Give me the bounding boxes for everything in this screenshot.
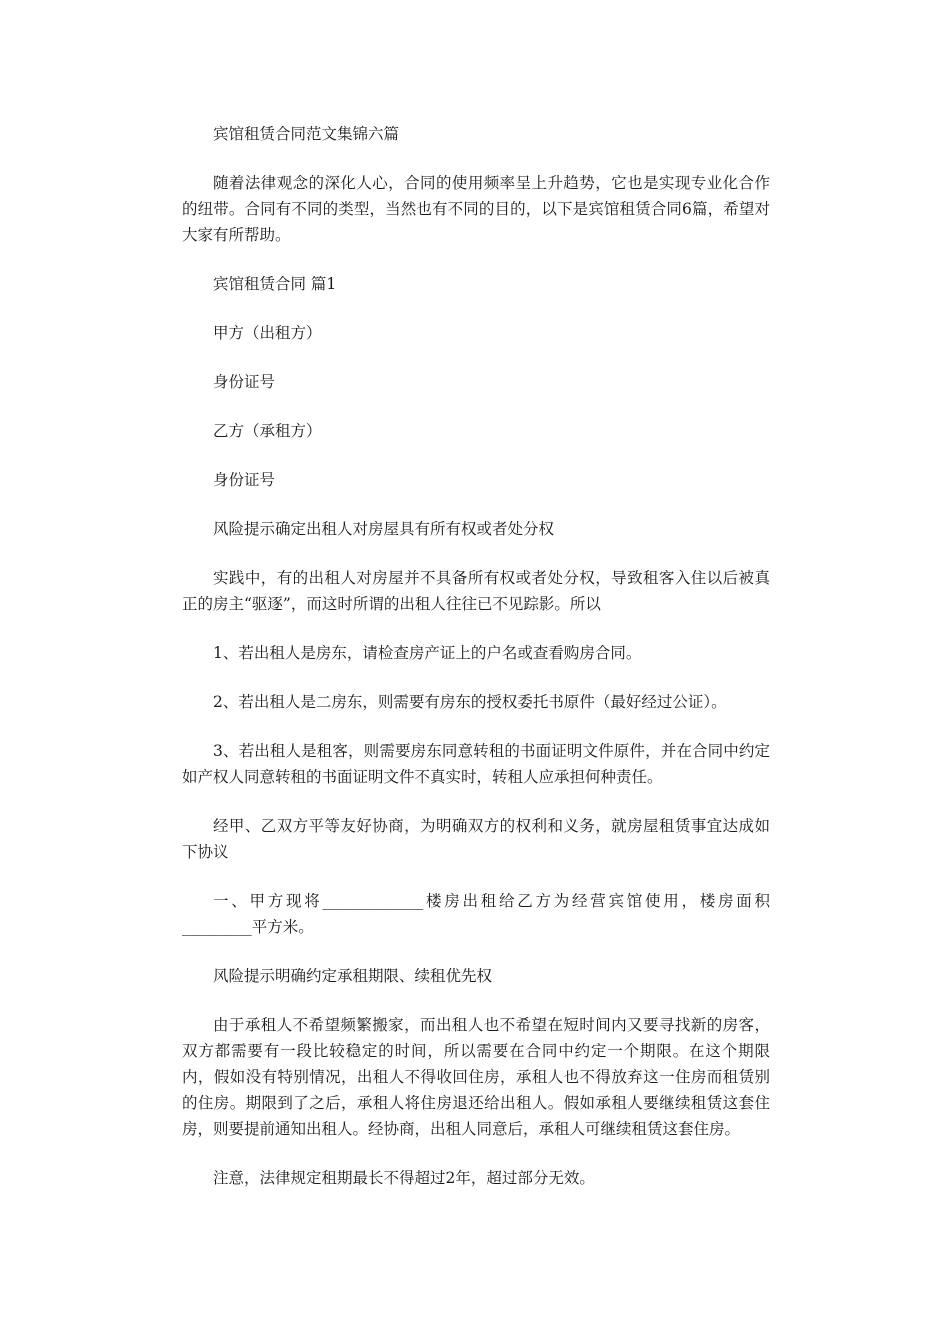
document-title: 宾馆租赁合同范文集锦六篇 — [213, 125, 400, 143]
list-item: 3、若出租人是租客，则需要房东同意转租的书面证明文件原件，并在合同中约定如产权人同意转租的书面证明文件不真实时，转租人应承担何种责任。 — [182, 742, 770, 786]
party-b-id-label: 身份证号 — [213, 471, 276, 489]
body-paragraph: 实践中，有的出租人对房屋并不具备所有权或者处分权，导致租客入住以后被真正的房主“驱逐”，而这时所谓的出租人往往已不见踪影。所以 — [182, 569, 770, 613]
body-paragraph: 经甲、乙双方平等友好协商，为明确双方的权利和义务，就房屋租赁事宜达成如下协议 — [182, 817, 770, 861]
list-item: 1、若出租人是房东，请检查房产证上的户名或查看购房合同。 — [213, 644, 642, 662]
body-paragraph: 由于承租人不希望频繁搬家，而出租人也不希望在短时间内又要寻找新的房客，双方都需要有一段比较稳定的时间，所以需要在合同中约定一个期限。在这个期限内，假如没有特别情况，出租人不得收回住房，承租人也不得放弃这一住房而租赁别的住房。期限到了之后，承租人将住房退还给出租人。假如承租人要继续租赁这套住房，则要提前通知出租人。经协商，出租人同意后，承租人可继续租赁这套住房。 — [182, 1016, 770, 1138]
list-item: 2、若出租人是二房东，则需要有房东的授权委托书原件（最好经过公证）。 — [213, 693, 727, 711]
note-paragraph: 注意，法律规定租期最长不得超过2年，超过部分无效。 — [213, 1169, 595, 1187]
risk-tip-heading: 风险提示确定出租人对房屋具有所有权或者处分权 — [213, 520, 555, 538]
party-a-label: 甲方（出租方） — [213, 324, 322, 342]
document-body — [182, 121, 770, 1214]
intro-paragraph: 随着法律观念的深化人心，合同的使用频率呈上升趋势，它也是实现专业化合作的纽带。合同有不同的类型，当然也有不同的目的，以下是宾馆租赁合同6篇，希望对大家有所帮助。 — [182, 174, 770, 244]
clause-paragraph: 一、甲方现将_____________楼房出租给乙方为经营宾馆使用，楼房面积_________平方米。 — [182, 892, 770, 936]
party-b-label: 乙方（承租方） — [213, 422, 322, 440]
party-a-id-label: 身份证号 — [213, 373, 276, 391]
section-heading: 宾馆租赁合同 篇1 — [213, 275, 337, 293]
risk-tip-heading: 风险提示明确约定承租期限、续租优先权 — [213, 967, 493, 985]
